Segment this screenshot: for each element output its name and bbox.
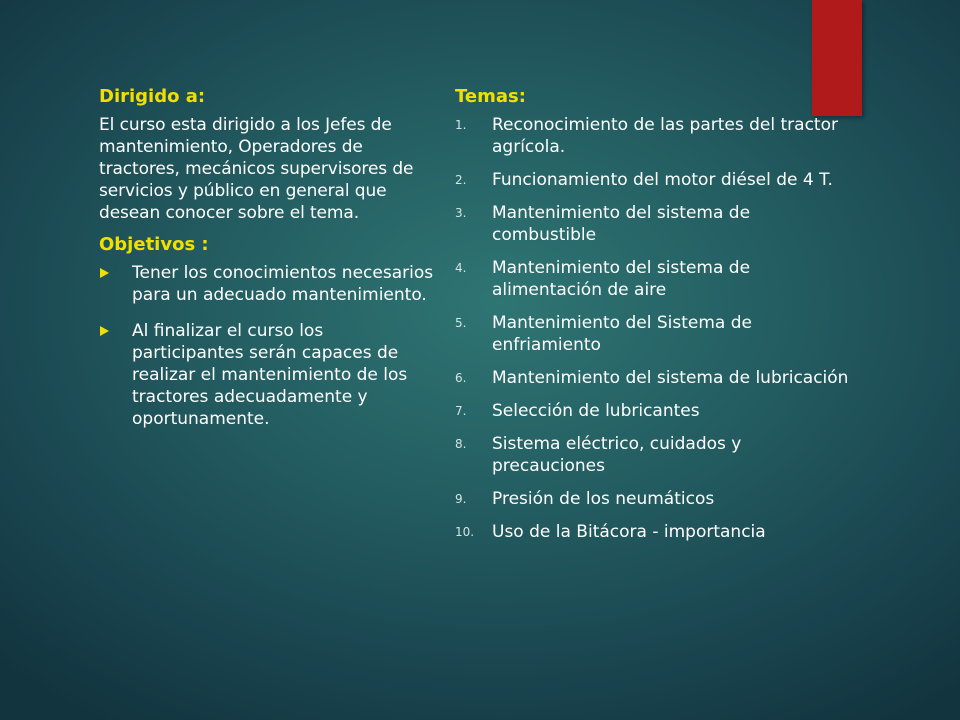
topic-item bbox=[455, 169, 855, 191]
objective-text: Tener los conocimientos necesarios para un adecuado mantenimiento. bbox=[132, 263, 434, 305]
heading-dirigido: Dirigido a: bbox=[99, 86, 206, 107]
audience-paragraph: El curso esta dirigido a los Jefes de mantenimiento, Operadores de tractores, mecánicos supervisores de servicios y público en general que desean conocer sobre el tema. bbox=[99, 115, 414, 223]
topic-text: Mantenimiento del sistema de lubricación bbox=[492, 368, 849, 388]
objective-item bbox=[99, 320, 434, 430]
topic-item bbox=[455, 433, 855, 477]
topic-text: Selección de lubricantes bbox=[492, 401, 700, 421]
topic-text: Uso de la Bitácora - importancia bbox=[492, 522, 766, 542]
topic-number: 5. bbox=[455, 316, 467, 330]
topic-text: Mantenimiento del Sistema de enfriamiento bbox=[492, 313, 752, 355]
topic-item bbox=[455, 488, 855, 510]
topic-number: 4. bbox=[455, 261, 467, 275]
heading-objetivos: Objetivos : bbox=[99, 234, 209, 255]
arrow-bullet-icon bbox=[100, 268, 109, 278]
topic-item bbox=[455, 521, 855, 543]
topic-text: Sistema eléctrico, cuidados y precauciones bbox=[492, 434, 742, 476]
topic-item bbox=[455, 312, 855, 356]
topic-item bbox=[455, 400, 855, 422]
topic-number: 1. bbox=[455, 118, 467, 132]
topic-text: Mantenimiento del sistema de combustible bbox=[492, 203, 751, 245]
topic-item bbox=[455, 367, 855, 389]
objective-text: Al finalizar el curso los participantes serán capaces de realizar el mantenimiento de los tractores adecuadamente y oportunamente. bbox=[132, 321, 408, 429]
right-column bbox=[455, 86, 855, 554]
topic-text: Mantenimiento del sistema de alimentación de aire bbox=[492, 258, 751, 300]
topic-text: Reconocimiento de las partes del tractor agrícola. bbox=[492, 115, 838, 157]
topic-number: 3. bbox=[455, 206, 467, 220]
topic-text: Presión de los neumáticos bbox=[492, 489, 715, 509]
topic-text: Funcionamiento del motor diésel de 4 T. bbox=[492, 170, 833, 190]
heading-temas: Temas: bbox=[455, 86, 526, 107]
left-column bbox=[99, 86, 434, 444]
topic-number: 8. bbox=[455, 437, 467, 451]
topic-item bbox=[455, 257, 855, 301]
arrow-bullet-icon bbox=[100, 326, 109, 336]
topic-number: 7. bbox=[455, 404, 467, 418]
topic-item bbox=[455, 202, 855, 246]
objectives-list bbox=[99, 262, 434, 430]
topic-number: 6. bbox=[455, 371, 467, 385]
objective-item bbox=[99, 262, 434, 306]
topics-list bbox=[455, 114, 855, 543]
topic-number: 2. bbox=[455, 173, 467, 187]
topic-number: 9. bbox=[455, 492, 467, 506]
topic-number: 10. bbox=[455, 525, 475, 539]
topic-item bbox=[455, 114, 855, 158]
